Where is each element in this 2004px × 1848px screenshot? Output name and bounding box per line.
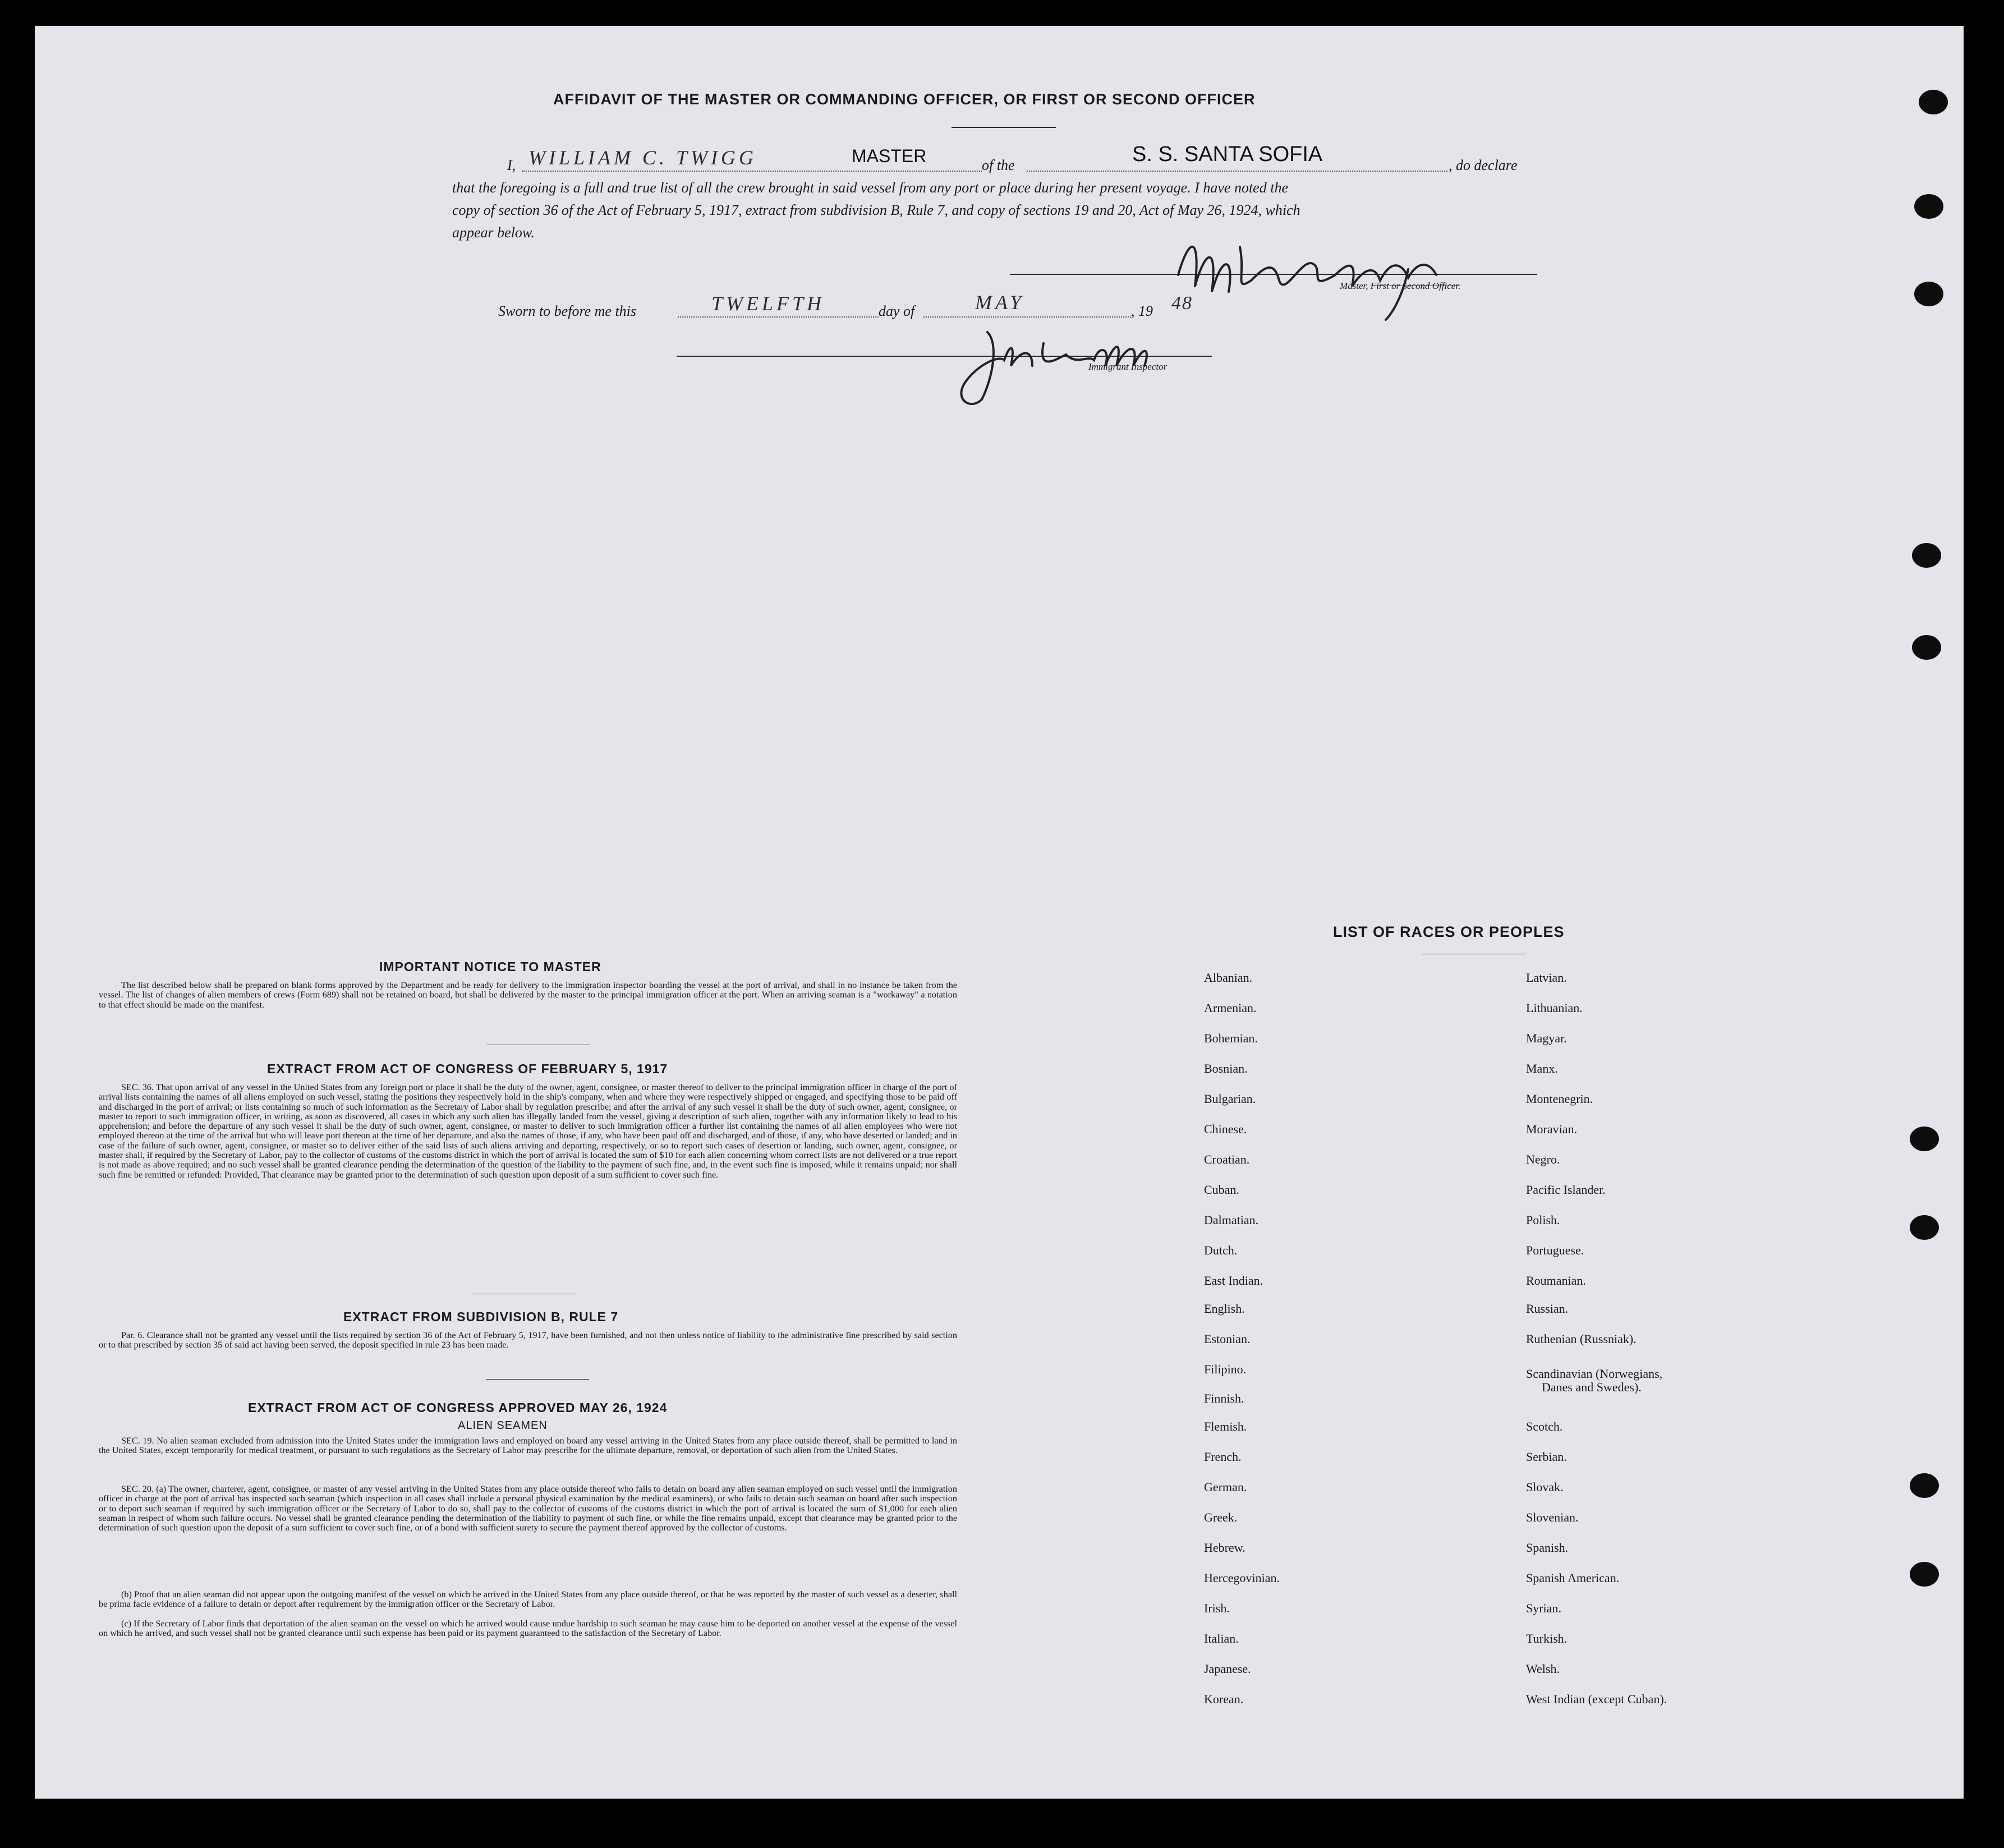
race-item: Syrian. [1526,1601,1561,1615]
races-title: LIST OF RACES OR PEOPLES [1333,923,1565,940]
race-item: Dutch. [1204,1243,1238,1257]
vessel-line [1027,171,1447,172]
race-item: English. [1204,1302,1245,1316]
race-item: Bulgarian. [1204,1092,1256,1106]
race-item: Chinese. [1204,1122,1247,1136]
affidavit-line-3: copy of section 36 of the Act of February 5, 1917, extract from subdivision B, Rule 7, and copy of sections 19 and 20, Act of May 26, 1924, which [452,202,1300,218]
race-item: Croatian. [1204,1152,1250,1166]
affidavit-line-2: that the foregoing is a full and true list of all the crew brought in said vessel from any port or place during her present voyage. I have noted the [452,180,1288,196]
binder-hole [1914,194,1943,219]
race-item: East Indian. [1204,1274,1263,1288]
year-suffix: 48 [1171,293,1193,314]
race-item: Scotch. [1526,1419,1563,1433]
extract-1917-heading: EXTRACT FROM ACT OF CONGRESS OF FEBRUARY 5, 1917 [267,1061,668,1076]
of-the-label: of the [982,157,1015,173]
binder-hole [1910,1127,1939,1151]
binder-hole [1910,1215,1939,1240]
race-item: West Indian (except Cuban). [1526,1692,1667,1706]
race-item: Slovak. [1526,1480,1564,1494]
notice-heading: IMPORTANT NOTICE TO MASTER [379,959,601,974]
race-item: Manx. [1526,1061,1558,1075]
race-item: Lithuanian. [1526,1001,1583,1015]
race-item: Cuban. [1204,1183,1239,1197]
race-item: Albanian. [1204,971,1253,985]
binder-hole [1910,1562,1939,1587]
race-item: German. [1204,1480,1247,1494]
vessel-name: S. S. SANTA SOFIA [1132,142,1323,166]
sec20a-text: SEC. 20. (a) The owner, charterer, agent, consignee, or master of any vessel arriving in the United States from any place outside thereof who fails to detain on board any alien seaman employed on such vessel until the immigration officer in charge at the port of arrival has inspected such seaman (which inspection in all cases shall include a personal physical examination by the medical examiners), or who fails to detain such seaman on board after such inspection or to deport such seaman if required by such immigration officer or the Secretary of Labor to do so, shall pay to the collector of customs of the customs district in which the port of arrival is located the sum of $1,000 for each alien seaman in respect of whom such failure occurs. No vessel shall be granted clearance pending the determination of the liability to payment of such fine, or while the fine remains unpaid, except that clearance may be granted prior to the determination of such question upon the deposit of a sum sufficient to cover such fine, or of a bond with sufficient surety to secure the payment thereof approved by the collector of customs. [99,1484,957,1533]
officer-label-master: Master, [1340,281,1368,291]
sworn-day-line [678,316,879,318]
race-item: Spanish. [1526,1541,1569,1555]
race-item: Scandinavian (Norwegians, [1526,1367,1663,1381]
extract-1924-heading: EXTRACT FROM ACT OF CONGRESS APPROVED MAY 26, 1924 [248,1400,668,1415]
race-item: Italian. [1204,1631,1239,1645]
sec19-text: SEC. 19. No alien seaman excluded from admission into the United States under the immigration laws and employed on board any vessel arriving in the United States from any place outside thereof, shall be permitted to land in the United States, except temporarily for medical treatment, or pursuant to such regulations as the Secretary of Labor may prescribe for the ultimate departure, removal, or deportation of such alien from the United States. [99,1436,957,1456]
race-item: Bohemian. [1204,1031,1258,1045]
race-item: Latvian. [1526,971,1567,985]
year-prefix: , 19 [1131,303,1153,319]
binder-hole [1912,635,1941,660]
race-item: Magyar. [1526,1031,1567,1045]
race-item: Japanese. [1204,1662,1251,1676]
sworn-label: Sworn to before me this [498,303,637,319]
race-item: Hebrew. [1204,1541,1245,1555]
affidavit-title: AFFIDAVIT OF THE MASTER OR COMMANDING OFFICER, OR FIRST OR SECOND OFFICER [553,91,1256,108]
binder-hole [1919,90,1948,114]
race-item: Moravian. [1526,1122,1578,1136]
race-item: Dalmatian. [1204,1213,1259,1227]
race-item: Pacific Islander. [1526,1183,1606,1197]
race-item: Welsh. [1526,1662,1560,1676]
race-item: French. [1204,1450,1242,1464]
master-name: WILLIAM C. TWIGG [528,146,757,169]
rank-text: MASTER [852,146,927,166]
rule7-heading: EXTRACT FROM SUBDIVISION B, RULE 7 [343,1309,619,1324]
rule7-text: Par. 6. Clearance shall not be granted any vessel until the lists required by section 36 of the Act of February 5, 1917, have been furnished, and not then unless notice of liability to the administrative fine prescribed by said section or to that prescribed by section 35 of said act having been served, the deposit specified in rule 23 has been made. [99,1330,957,1350]
race-item: Polish. [1526,1213,1560,1227]
race-item: Flemish. [1204,1419,1247,1433]
race-item: Finnish. [1204,1391,1244,1405]
race-item: Montenegrin. [1526,1092,1593,1106]
race-item: Turkish. [1526,1631,1568,1645]
day-of-label: day of [879,303,915,319]
race-item: Filipino. [1204,1362,1247,1376]
race-item: Danes and Swedes). [1542,1380,1642,1394]
alien-seamen-subheading: ALIEN SEAMEN [458,1419,548,1432]
officer-label-struck: First or Second Officer. [1370,281,1461,291]
race-item: Irish. [1204,1601,1230,1615]
race-item: Slovenian. [1526,1510,1579,1524]
affidavit-line-4: appear below. [452,224,535,241]
affidavit-i-label: I, [507,157,516,173]
binder-hole [1910,1473,1939,1498]
sec20b-text: (b) Proof that an alien seaman did not appear upon the outgoing manifest of the vessel on which he arrived in the United States from any place outside thereof, or that he was reported by the master of such vessel as a deserter, shall be prima facie evidence of a failure to detain or deport after requirement by the immigration officer or the Secretary of Labor. [99,1589,957,1610]
name-line [522,171,982,172]
sworn-month-line [923,316,1131,318]
binder-hole [1914,282,1943,306]
notice-text: The list described below shall be prepared on blank forms approved by the Department and be ready for delivery to the immigration inspector boarding the vessel at the port of arrival, and shall in no instance be taken from the vessel. The list of changes of alien members of crews (Form 689) shall not be retained on board, but shall be delivered by the master to the principal immigration officer at the port. When an arriving seaman is a "workaway" a notation to that effect should be made on the manifest. [99,980,957,1010]
race-item: Greek. [1204,1510,1238,1524]
race-item: Spanish American. [1526,1571,1620,1585]
race-item: Ruthenian (Russniak). [1526,1332,1637,1346]
inspector-label: Immigrant Inspector [1088,361,1168,372]
race-item: Portuguese. [1526,1243,1584,1257]
race-item: Russian. [1526,1302,1569,1316]
sworn-month: MAY [975,291,1025,314]
race-item: Serbian. [1526,1450,1567,1464]
race-item: Negro. [1526,1152,1560,1166]
officer-label [1340,281,1460,292]
do-declare-label: , do declare [1449,157,1518,173]
sec20c-text: (c) If the Secretary of Labor finds that deportation of the alien seaman on the vessel on which he arrived would cause undue hardship to such seaman he may cause him to be deported on another vessel at the expense of the vessel on which he arrived, and such vessel shall not be granted clearance until such expense has been paid or its payment guaranteed to the satisfaction of the Secretary of Labor. [99,1619,957,1639]
sworn-day: TWELFTH [711,292,825,315]
race-item: Roumanian. [1526,1274,1586,1288]
binder-hole [1912,543,1941,568]
race-item: Bosnian. [1204,1061,1248,1075]
race-item: Estonian. [1204,1332,1251,1346]
race-item: Korean. [1204,1692,1244,1706]
master-signature [1167,224,1470,325]
extract-1917-text: SEC. 36. That upon arrival of any vessel in the United States from any foreign port or place it shall be the duty of the owner, agent, consignee, or master thereof to deliver to the principal immigration officer in charge of the port of arrival lists containing the names of all aliens employed on such vessel, stating the positions they respectively hold in the ship's company, when and where they were respectively shipped or engaged, and specifying those to be paid off and discharged in the port of arrival; or lists containing so much of such information as the Secretary of Labor shall by regulation prescribe; and after the arrival of any such vessel it shall be the duty of such owner, agent, consignee, or master to report to such immigration officer, in writing, as soon as discovered, all cases in which any such alien has illegally landed from the vessel, giving a description of such alien, together with any information likely to lead to his apprehension; and before the departure of any such vessel it shall be the duty of such owner, agent, consignee, or master to deliver to such immigration officer a further list containing the names of all alien employees who were not employed thereon at the time of the arrival but who will leave port thereon at the time of her departure, and also the names of those, if any, who have been paid off and discharged, and of those, if any, who have deserted or landed; and in case of the failure of such owner, agent, consignee, or master so to deliver either of the said lists of such aliens arriving and departing, respectively, or so to report such cases of desertion or landing, such owner, agent, consignee, or master shall, if required by the Secretary of Labor, pay to the collector of customs of the customs district in which the port of arrival is located the sum of $10 for each alien concerning whom correct lists are not delivered or a true report is not made as above required; and no such vessel shall be granted clearance pending the determination of the question of the liability to the payment of such fine, and, in the event such fine is imposed, while it remains unpaid; nor shall such fine be remitted or refunded: Provided, That clearance may be granted prior to the determination of such question upon deposit of a sum sufficient to cover such fine. [99,1082,957,1180]
race-item: Armenian. [1204,1001,1257,1015]
race-item: Hercegovinian. [1204,1571,1280,1585]
title-divider [952,127,1056,128]
rule7-divider [486,1379,589,1380]
